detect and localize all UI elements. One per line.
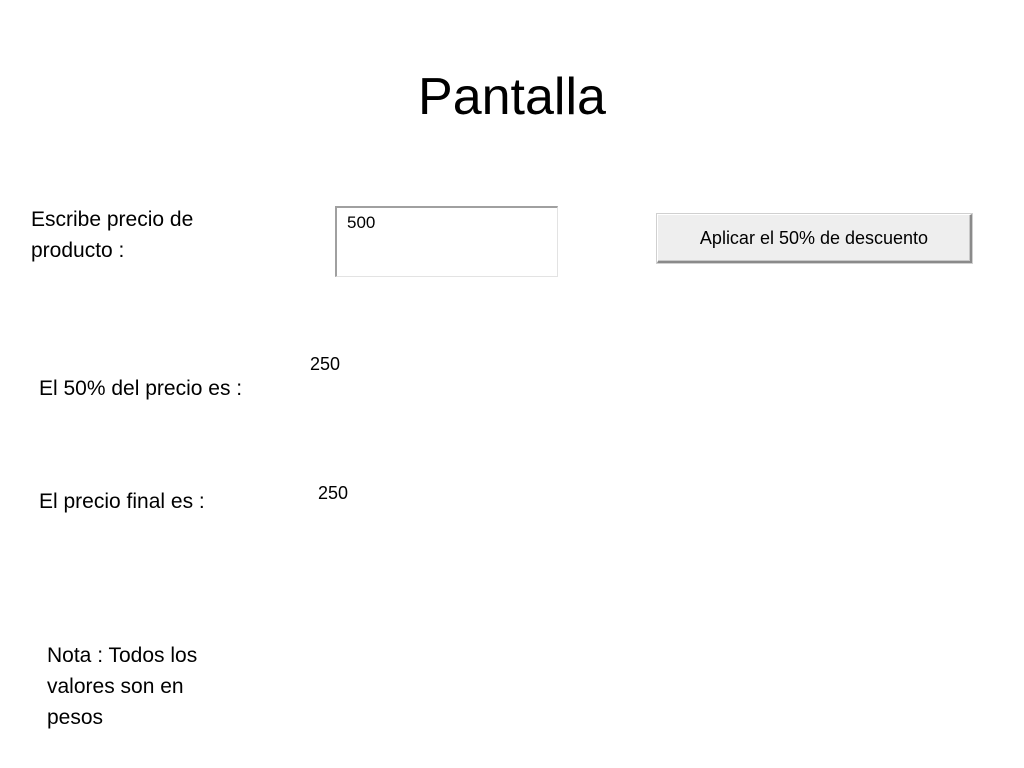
half-price-value: 250 — [310, 354, 341, 374]
price-input[interactable] — [335, 206, 558, 277]
final-price-value: 250 — [318, 483, 349, 503]
price-label: Escribe precio de producto : — [31, 208, 194, 262]
apply-discount-button[interactable]: Aplicar el 50% de descuento — [657, 214, 972, 263]
final-price-label: El precio final es : — [39, 490, 205, 513]
half-price-label: El 50% del precio es : — [39, 377, 243, 400]
note-text: Nota : Todos los valores son en pesos — [47, 644, 198, 729]
page-title: Pantalla — [418, 68, 606, 126]
